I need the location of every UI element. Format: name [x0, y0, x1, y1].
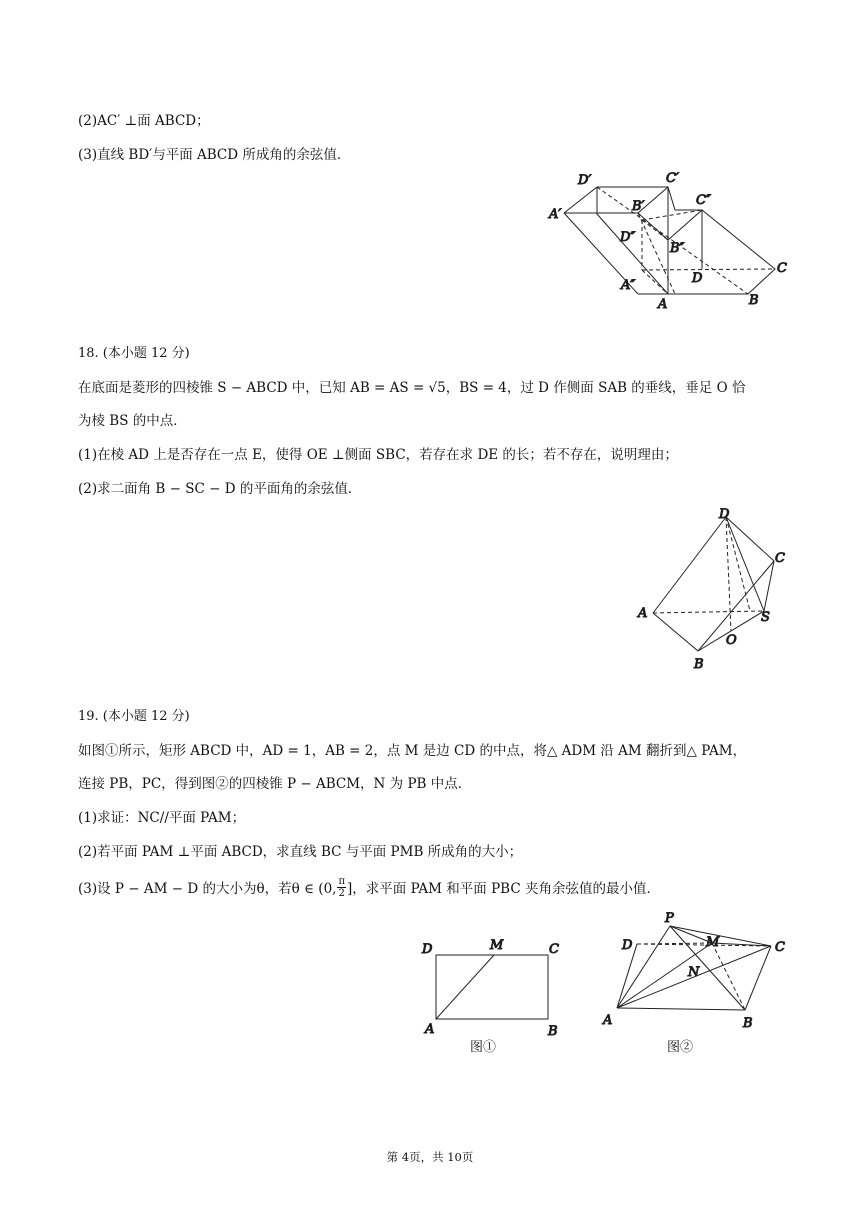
q17-label-A-double-prime: A″ [621, 278, 636, 293]
q19-fig2-label-A: A [603, 1013, 613, 1028]
q17-label-D: D [692, 271, 703, 286]
q19-fig1-label-C: C [549, 942, 559, 957]
q19-heading: 19. (本小题 12 分) [78, 709, 190, 724]
q19-part3-lead: (3)设 P − AM − D 的大小为θ，若θ ∈ (0, [78, 880, 337, 897]
q17-label-B: B [749, 293, 759, 308]
q18-label-S: S [761, 610, 770, 625]
q19-fig1-label-A: A [425, 1022, 435, 1037]
q18-part2: (2)求二面角 B − SC − D 的平面角的余弦值． [78, 481, 362, 497]
q19-part3 [78, 877, 660, 900]
q19-figure-2 [597, 908, 797, 1058]
q19-stem-line1: 如图①所示，矩形 ABCD 中，AD = 1，AB = 2，点 M 是边 CD 的中点，将△ ADM 沿 AM 翻折到△ PAM， [78, 743, 747, 759]
q19-part2: (2)若平面 PAM ⊥平面 ABCD，求直线 BC 与平面 PMB 所成角的大小； [78, 844, 523, 860]
q17-label-C: C [777, 261, 787, 276]
q19-fig2-label-M: M [706, 935, 720, 950]
q19-part3-fraction [337, 876, 346, 899]
q18-label-D: D [719, 507, 730, 522]
q19-fig2-label-B: B [743, 1016, 753, 1031]
q19-fig2-caption: 图② [667, 1040, 694, 1055]
q19-fig1-label-M: M [490, 938, 504, 953]
q17-figure [540, 166, 800, 316]
q17-label-C-prime: C′ [666, 171, 679, 186]
q19-part1: (1)求证：NC//平面 PAM； [78, 810, 246, 826]
q18-label-A: A [638, 606, 648, 621]
q19-fig2-label-D: D [622, 938, 633, 953]
q17-label-A-prime: A′ [549, 207, 562, 222]
q19-stem-line2: 连接 PB，PC，得到图②的四棱锥 P − ABCM，N 为 PB 中点． [78, 776, 472, 792]
q17-label-B-prime: B′ [632, 199, 645, 214]
q19-fig1-caption: 图① [470, 1040, 497, 1055]
q18-label-O: O [726, 633, 737, 648]
q18-figure [630, 503, 800, 675]
page-footer: 第 4页，共 10页 [386, 1150, 474, 1164]
q17-label-B-double-prime: B″ [670, 241, 685, 256]
q18-stem-line2: 为棱 BS 的中点． [78, 413, 187, 429]
q19-fig1-label-D: D [422, 942, 433, 957]
q19-fig2-label-P: P [665, 911, 674, 926]
q17-label-C-double-prime: C″ [696, 193, 711, 208]
q19-fig2-label-C: C [775, 940, 785, 955]
q18-stem-line1: 在底面是菱形的四棱锥 S − ABCD 中，已知 AB = AS = √5，BS = 4，过 D 作侧面 SAB 的垂线，垂足 O 恰 [78, 380, 746, 396]
q19-fig2-label-N: N [688, 965, 700, 980]
q19-fig1-label-B: B [548, 1024, 558, 1039]
q18-label-B: B [694, 657, 704, 672]
q17-label-D-double-prime: D″ [620, 230, 636, 245]
q19-figure-1 [418, 928, 568, 1058]
q17-part3: (3)直线 BD′与平面 ABCD 所成角的余弦值． [78, 147, 351, 163]
q18-part1: (1)在棱 AD 上是否存在一点 E，使得 OE ⊥侧面 SBC，若存在求 DE 的长；若不存在，说明理由； [78, 447, 678, 463]
q19-part3-tail: ]，求平面 PAM 和平面 PBC 夹角余弦值的最小值． [347, 880, 660, 897]
q19-part3-fraction-num: π [338, 876, 346, 887]
q18-label-C: C [775, 551, 785, 566]
q18-heading: 18. (本小题 12 分) [78, 346, 190, 361]
q17-label-A: A [658, 297, 668, 312]
q17-label-D-prime: D′ [578, 173, 592, 188]
q19-part3-fraction-den: 2 [338, 888, 345, 899]
q17-part2: (2)AC′ ⊥面 ABCD； [78, 113, 210, 129]
